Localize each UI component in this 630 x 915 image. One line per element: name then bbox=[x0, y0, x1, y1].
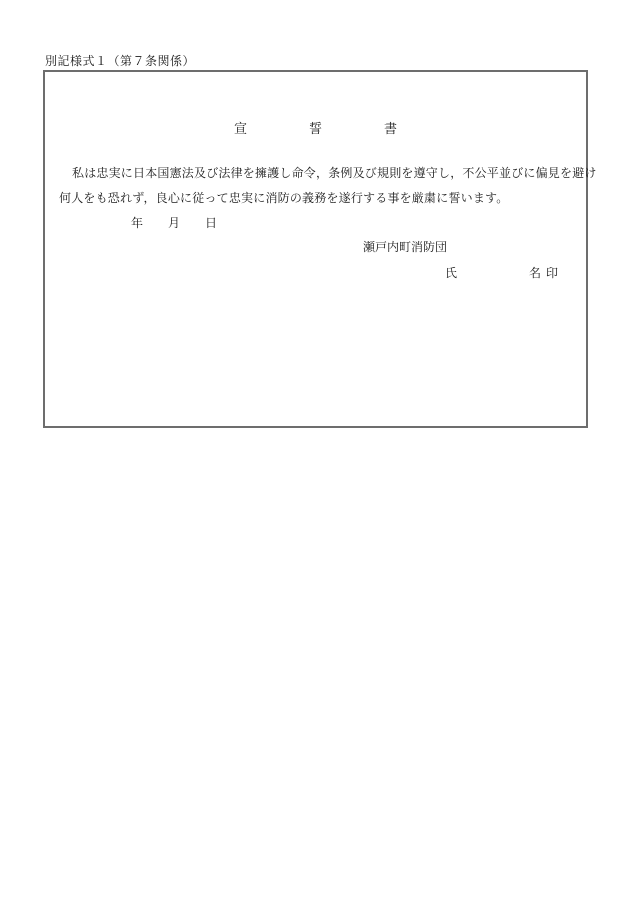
signature-family-label: 氏 bbox=[445, 266, 458, 280]
document-title bbox=[45, 118, 586, 137]
oath-document-frame bbox=[43, 70, 597, 428]
date-line bbox=[131, 214, 242, 231]
organization-name: 瀬戸内町消防団 bbox=[363, 240, 448, 254]
oath-body-line-2: 何人をも恐れず，良心に従って忠実に消防の義務を遂行する事を厳粛に誓います。 bbox=[59, 191, 509, 205]
oath-body-line-1: 私は忠実に日本国憲法及び法律を擁護し命令，条例及び規則を遵守し，不公平並びに偏見を避け bbox=[72, 166, 597, 180]
signature-name-label: 名 bbox=[529, 266, 542, 280]
date-month-label: 月 bbox=[168, 216, 181, 230]
signature-seal-label: 印 bbox=[546, 266, 559, 280]
date-day-label: 日 bbox=[205, 216, 218, 230]
form-label: 別記様式１（第７条関係） bbox=[45, 54, 196, 68]
title-char-2: 誓 bbox=[308, 122, 322, 137]
title-char-3: 書 bbox=[384, 122, 398, 137]
title-char-1: 宣 bbox=[233, 122, 247, 137]
date-year-label: 年 bbox=[131, 216, 144, 230]
